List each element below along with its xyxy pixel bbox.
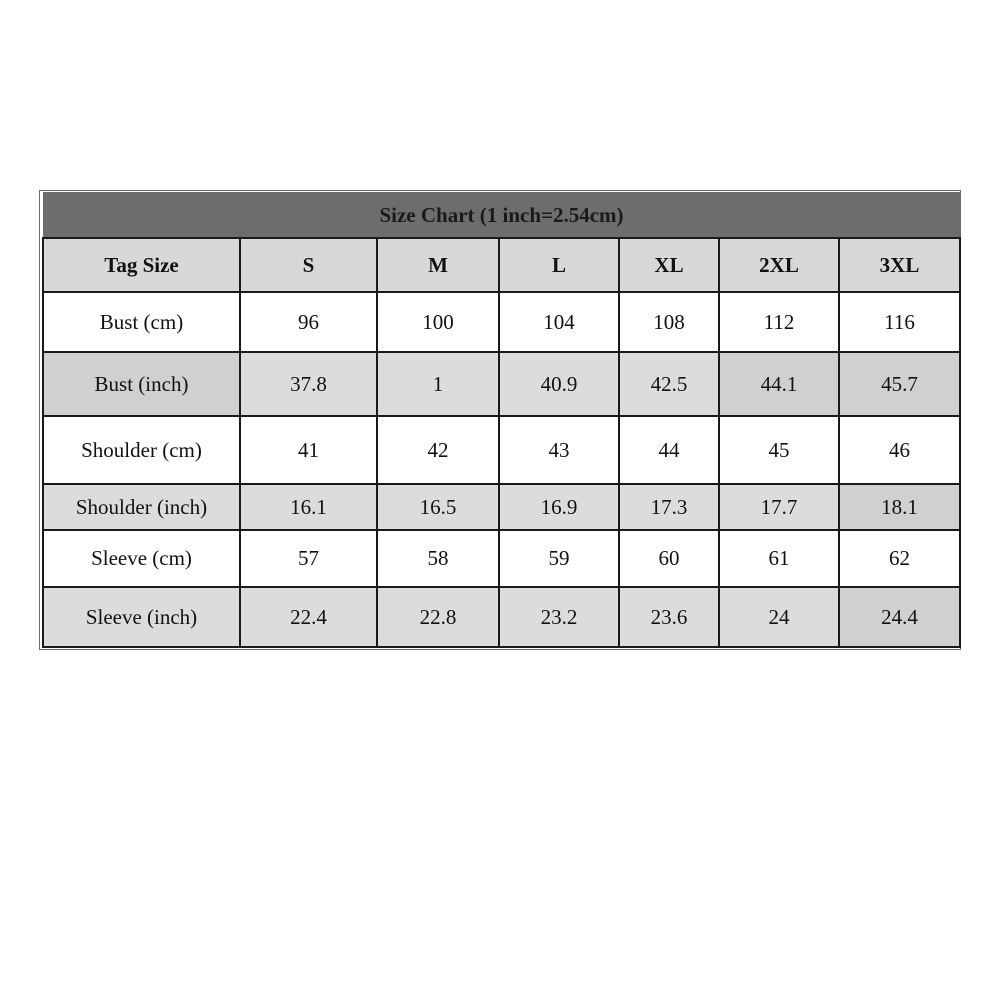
table-row-shoulder-cm [43, 416, 960, 484]
header-row [43, 238, 960, 292]
title-row [43, 193, 960, 239]
table-cell: 43 [499, 416, 619, 484]
table-cell: 40.9 [499, 352, 619, 416]
column-header-xl: XL [619, 238, 719, 292]
table-cell: 17.3 [619, 484, 719, 530]
table-cell: 45.7 [839, 352, 960, 416]
table-cell: 37.8 [240, 352, 377, 416]
row-label: Shoulder (cm) [43, 416, 240, 484]
table-cell: 104 [499, 292, 619, 352]
table-cell: 58 [377, 530, 499, 587]
table-cell: 57 [240, 530, 377, 587]
table-cell: 46 [839, 416, 960, 484]
row-label: Sleeve (inch) [43, 587, 240, 647]
table-row-sleeve-cm [43, 530, 960, 587]
table-cell: 23.2 [499, 587, 619, 647]
table-cell: 17.7 [719, 484, 839, 530]
table-cell: 16.9 [499, 484, 619, 530]
size-chart-table [42, 192, 961, 648]
table-row-sleeve-inch [43, 587, 960, 647]
column-header-m: M [377, 238, 499, 292]
column-header-2xl: 2XL [719, 238, 839, 292]
size-chart [39, 190, 961, 650]
row-label: Sleeve (cm) [43, 530, 240, 587]
row-label: Shoulder (inch) [43, 484, 240, 530]
table-row-shoulder-inch [43, 484, 960, 530]
table-cell: 24.4 [839, 587, 960, 647]
table-cell: 44.1 [719, 352, 839, 416]
table-cell: 100 [377, 292, 499, 352]
table-cell: 24 [719, 587, 839, 647]
table-cell: 62 [839, 530, 960, 587]
table-cell: 22.4 [240, 587, 377, 647]
table-cell: 59 [499, 530, 619, 587]
column-header-tag-size: Tag Size [43, 238, 240, 292]
table-cell: 18.1 [839, 484, 960, 530]
chart-title: Size Chart (1 inch=2.54cm) [43, 193, 960, 239]
table-cell: 96 [240, 292, 377, 352]
table-cell: 41 [240, 416, 377, 484]
column-header-3xl: 3XL [839, 238, 960, 292]
table-cell: 45 [719, 416, 839, 484]
table-cell: 108 [619, 292, 719, 352]
row-label: Bust (inch) [43, 352, 240, 416]
table-cell: 16.5 [377, 484, 499, 530]
column-header-s: S [240, 238, 377, 292]
table-cell: 1 [377, 352, 499, 416]
table-cell: 44 [619, 416, 719, 484]
table-row-bust-cm [43, 292, 960, 352]
table-cell: 112 [719, 292, 839, 352]
table-cell: 60 [619, 530, 719, 587]
column-header-l: L [499, 238, 619, 292]
row-label: Bust (cm) [43, 292, 240, 352]
table-row-bust-inch [43, 352, 960, 416]
table-cell: 22.8 [377, 587, 499, 647]
table-cell: 116 [839, 292, 960, 352]
table-cell: 16.1 [240, 484, 377, 530]
table-cell: 61 [719, 530, 839, 587]
table-cell: 23.6 [619, 587, 719, 647]
table-cell: 42.5 [619, 352, 719, 416]
table-cell: 42 [377, 416, 499, 484]
